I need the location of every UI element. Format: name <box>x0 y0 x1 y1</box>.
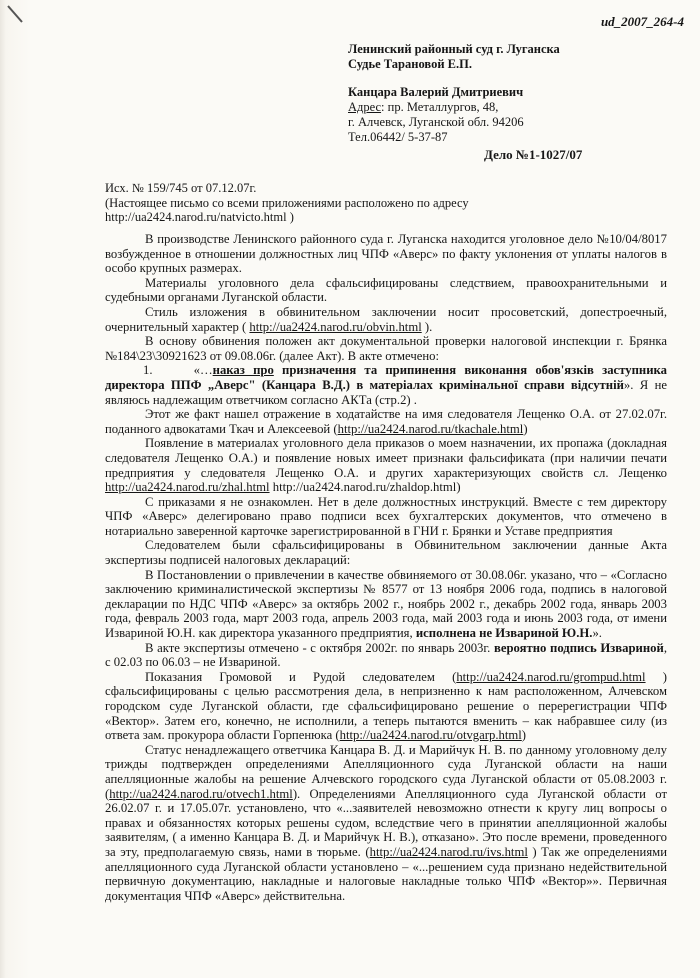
link-tkachale[interactable]: http://ua2424.narod.ru/tkachale.html <box>337 421 524 436</box>
court-name: Ленинский районный суд г. Луганска <box>348 42 560 56</box>
paragraph-11: Показания Громовой и Рудой следователем (http://ua2424.narod.ru/grompud.html ) сфальсифицированы с целью рассмотрения дела, в непризненно к нам расположенном, Алчевском городском суде Луганской области, где сфальсифицировано решение о перерегистрации ЧПФ «Вектор». Затем его, конечно, не исполнили, а теперь пытаются вменить – как набравшее силу (из ответа зам. прокурора области Горпенюка (http://ua2424.narod.ru/otvgarp.html) <box>105 669 667 743</box>
link-obvin[interactable]: http://ua2424.narod.ru/obvin.html <box>249 319 422 334</box>
paragraph-1: В производстве Ленинского районного суда г. Луганска находится уголовное дело №10/04/8017 возбужденное в отношении должностных лиц ЧПФ «Аверс» по факту уклонения от уплаты налогов в особо крупных размерах. <box>105 232 667 276</box>
judge-name: Судье Тарановой Е.П. <box>348 57 472 71</box>
corner-scan-mark <box>0 0 40 40</box>
letter-body <box>105 232 667 903</box>
paragraph-10: В акте экспертизы отмечено - с октября 2002г. по январь 2003г. вероятно подпись Извариной, с 02.03 по 06.03 – не Извариной. <box>105 640 667 670</box>
sender-address <box>348 100 688 115</box>
reference-note: (Настоящее письмо со всеми приложениями расположено по адресу <box>105 195 469 210</box>
sender-name: Канцара Валерий Дмитриевич <box>348 85 524 99</box>
link-zhal[interactable]: http://ua2424.narod.ru/zhal.html <box>105 480 270 495</box>
case-number: Дело №1-1027/07 <box>484 147 583 162</box>
link-ivs[interactable]: http://ua2424.narod.ru/ivs.html <box>369 844 528 859</box>
link-otvech1[interactable]: http://ua2424.narod.ru/otvech1.html <box>109 786 293 801</box>
outgoing-reference <box>105 181 665 225</box>
sender-phone: Тел.06442/ 5-37-87 <box>348 130 448 144</box>
address-line-1: : пр. Металлургов, 48, <box>381 100 499 114</box>
document-id: ud_2007_264-4 <box>600 14 684 29</box>
paragraph-7: С приказами я не ознакомлен. Нет в деле должностных инструкций. Вместе с тем директору ЧПФ «Аверс» делегировано право подписи всех бухгалтерских документов, что отмечено в нотариально заверенной карточке зарегистрированной в ГНИ г. Брянки и Уставе предприятия <box>105 494 667 538</box>
paragraph-5: Этот же факт нашел отражение в ходатайстве на имя следователя Лещенко О.А. от 27.02.07г. поданного адвокатами Ткач и Алексеевой (http://ua2424.narod.ru/tkachale.html) <box>105 407 667 436</box>
paragraph-3: Стиль изложения в обвинительном заключении носит просоветский, допестроечный, очернительный характер ( http://ua2424.narod.ru/obvin.html ). <box>105 304 667 334</box>
paragraph-12: Статус ненадлежащего ответчика Канцара В. Д. и Марийчук Н. В. по данному уголовному делу трижды подтвержден определениями Апелляционного суда Луганской области на наши апелляционные жалобы на решение Алчевского городского суда Луганской области от 05.08.2003 г. (http://ua2424.narod.ru/otvech1.html). Определениями Апелляционного суда Луганской области от 26.02.07 г. и 17.05.07г. установлено, что «...заявителей невозможно отнести к кругу лиц вопросы о правах и обязанностях которых решены судом, вследствие чего в принятии апелляционной жалобы заявителям, ( а именно Канцара В. Д. и Марийчук Н. В.), отказано». Это после времени, проведенного за эту, предполагаемую связь, нами в тюрьме. (http://ua2424.narod.ru/ivs.html ) Так же определениями апелляционного суда Луганской области установлено – «...решением суда признано недействительной первичную документацию, накладные и налоговые накладные только ЧПФ «Вектор»». Первичная документация ЧПФ «Аверс» действительна. <box>105 742 667 903</box>
link-grompud[interactable]: http://ua2424.narod.ru/grompud.html <box>456 669 646 684</box>
reference-url: http://ua2424.narod.ru/natvicto.html ) <box>105 210 294 224</box>
act-quote-item: 1. «…наказ про призначення та припинення виконання обов'язків заступника директора ППФ „Аверс" (Канцара В.Д.) в матеріалах кримінальної справи відсутній». Я не являюсь надлежащим ответчиком согласно АКТа (стр.2) . <box>105 363 668 407</box>
paragraph-8: Следователем были сфальсифицированы в Обвинительном заключении данные Акта экспертизы подписей налоговых деклараций: <box>105 538 667 568</box>
paragraph-4: В основу обвинения положен акт документальной проверки налоговой инспекции г. Брянка №184\23\30921623 от 09.08.06г. (далее Акт). В акте отмечено: <box>105 334 667 363</box>
address-label: Адрес <box>348 100 382 114</box>
link-otvgarp[interactable]: http://ua2424.narod.ru/otvgarp.html <box>339 728 522 743</box>
paragraph-6: Появление в материалах уголовного дела приказов о моем назначении, их пропажа (докладная следователя Лещенко О.А.) и появление новых имеет признаки фальсификата (при наличии печати предприятия у следователя Лещенко О.А. и других характеризующих свойств сл. Лещенко http://ua2424.narod.ru/zhal.html http://ua2424.narod.ru/zhaldop.html) <box>105 436 667 495</box>
addressee-block <box>348 42 688 145</box>
paragraph-9: В Постановлении о привлечении в качестве обвиняемого от 30.08.06г. указано, что – «Согласно заключению криминалистической экспертизы № 8577 от 13 ноября 2006 года, подпись в налоговой декларации по НДС ЧПФ «Аверс» за октябрь 2002 г., ноябрь 2002 г., декабрь 2002 года, январь 2003 года, февраль 2003 года, март 2003 года, апрель 2003 года, май 2003 года и июнь 2003 года, от имени Извариной Ю.Н. как директора указанного предприятия, исполнена не Извариной Ю.Н.». <box>105 567 667 641</box>
paragraph-2: Материалы уголовного дела сфальсифицированы следствием, правоохранительными и судебными органами Луганской области. <box>105 275 667 305</box>
reference-number: Исх. № 159/745 от 07.12.07г. <box>105 181 257 195</box>
address-line-2: г. Алчевск, Луганской обл. 94206 <box>348 115 524 129</box>
